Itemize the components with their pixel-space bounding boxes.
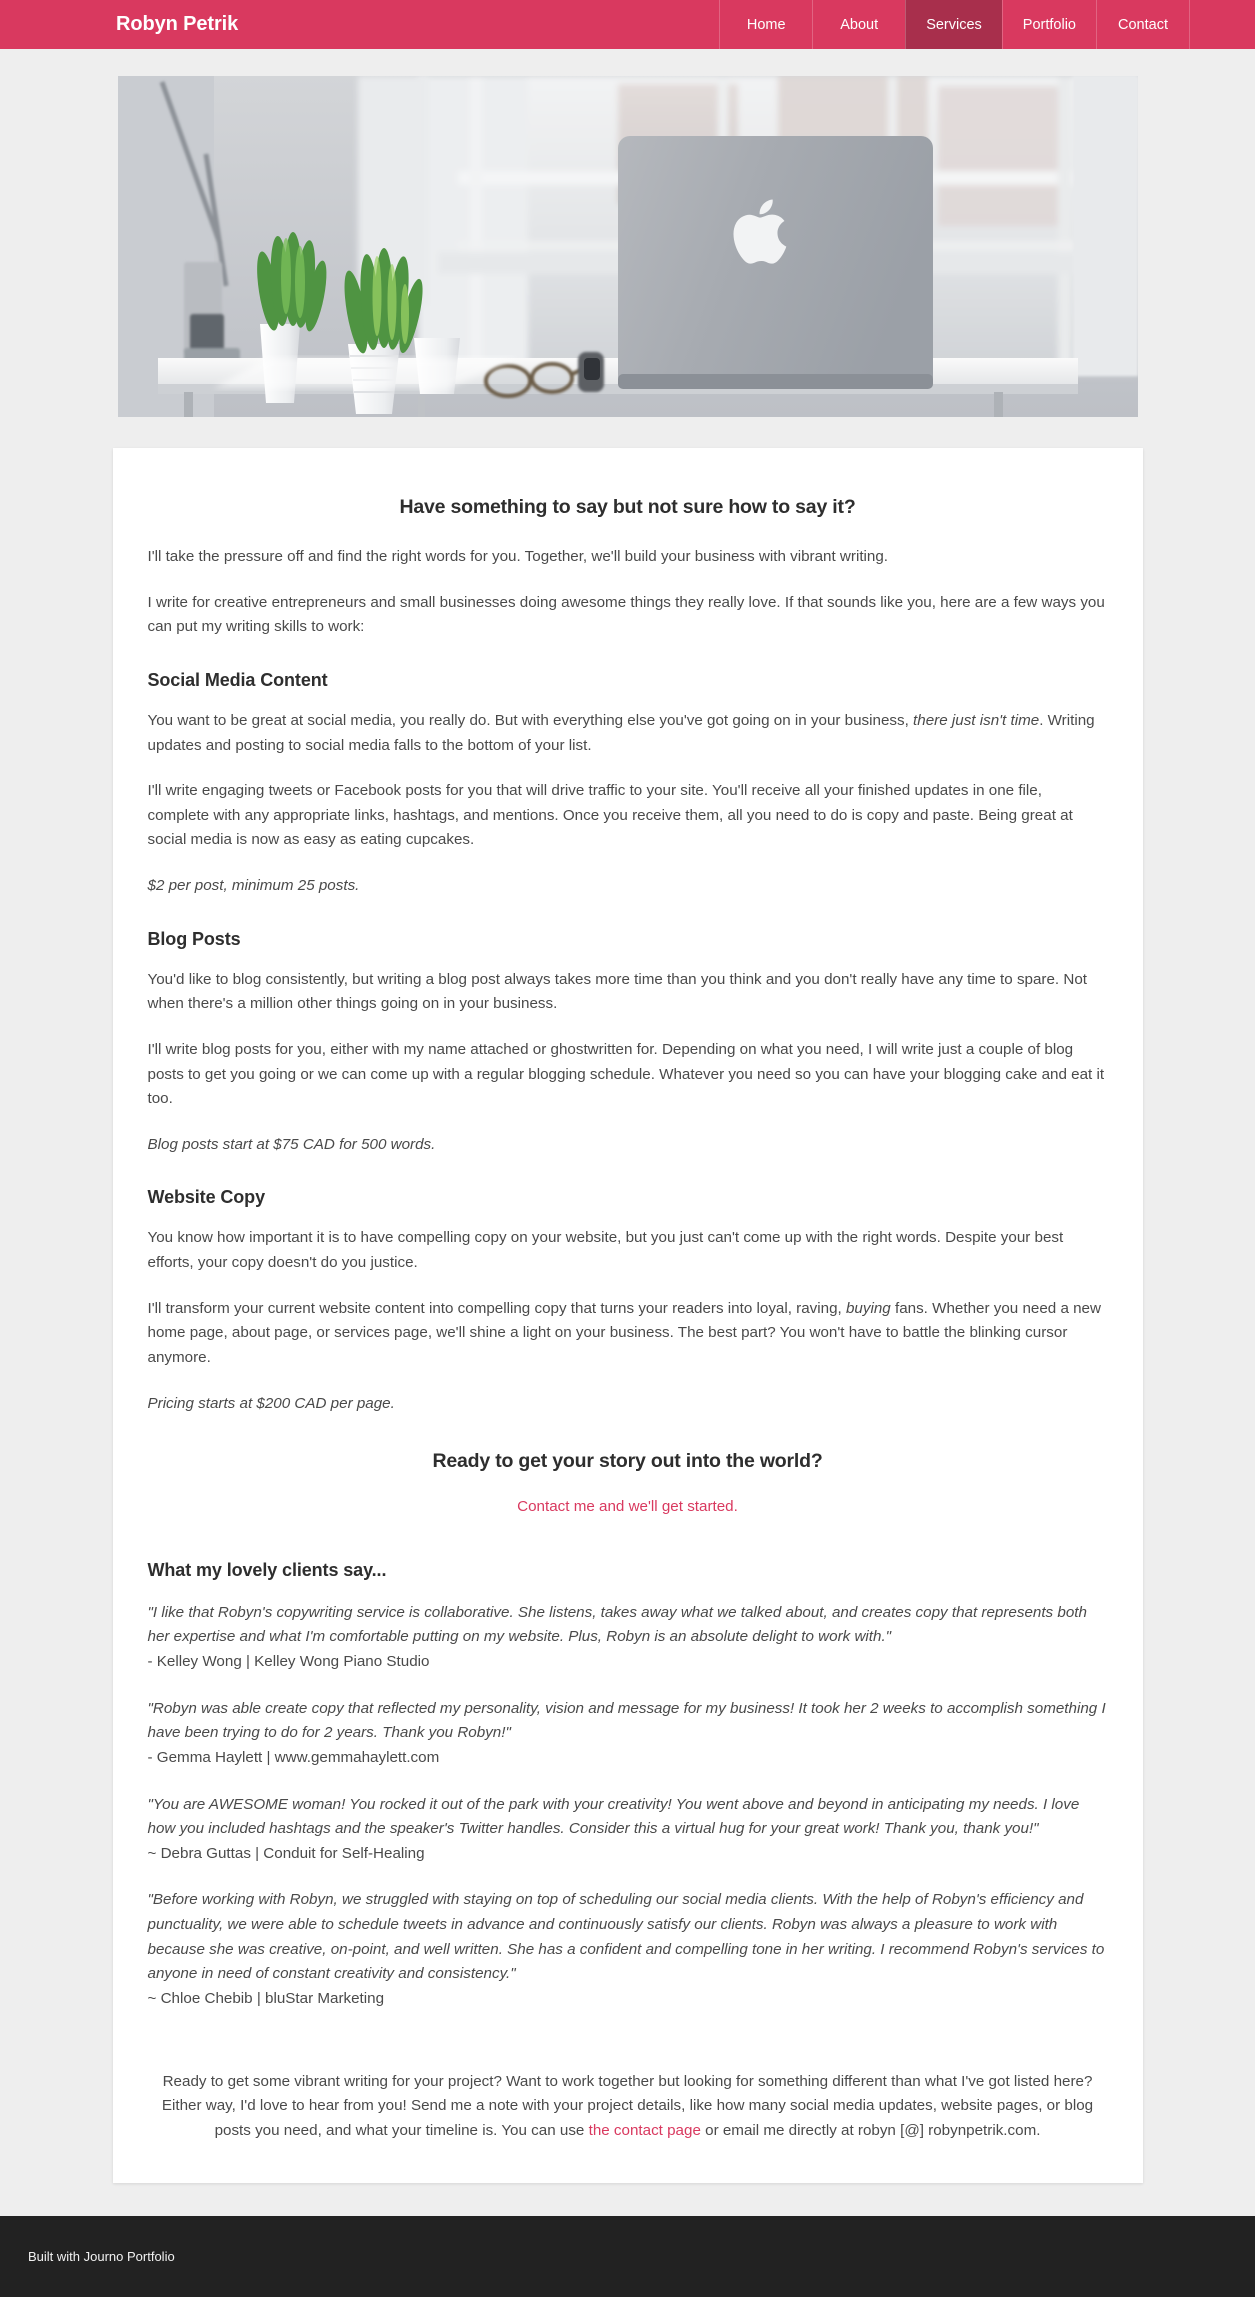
cta-paragraph	[148, 1495, 1108, 1520]
content-inner	[148, 496, 1108, 2143]
text-part-b: . Writing updates and posting to social media falls to the bottom of your list.	[147, 711, 1095, 754]
footer-credit[interactable]: Built with Journo Portfolio	[28, 2249, 175, 2265]
text-part-a: You want to be great at social media, you really do. But with everything else you've got going on in your business,	[147, 711, 914, 729]
service-social-media-paragraph-2: I'll write engaging tweets or Facebook posts for you that will drive traffic to your site. You'll receive all your finished updates in one file, complete with any appropriate links, hashtags, and mentions. Once you receive them, all you need to do is copy and paste. Being great at social media is now as easy as eating cupcakes.	[147, 782, 1073, 849]
service-blog-posts-price: Blog posts start at $75 CAD for 500 words.	[147, 1135, 436, 1153]
nav-item-services[interactable]: Services	[905, 0, 1002, 49]
nav-item-home[interactable]: Home	[719, 0, 812, 49]
testimonials-heading: What my lovely clients say...	[147, 1559, 387, 1580]
service-website-copy-price: Pricing starts at $200 CAD per page.	[147, 1394, 395, 1412]
closing-paragraph	[157, 2070, 1099, 2144]
emphasis-text: there just isn't time	[913, 711, 1040, 729]
nav-item-about[interactable]: About	[812, 0, 905, 49]
emphasis-text: buying	[845, 1299, 891, 1317]
cta-heading: Ready to get your story out into the world?	[432, 1450, 823, 1473]
intro-paragraph-1: I'll take the pressure off and find the right words for you. Together, we'll build your business with vibrant writing.	[147, 548, 889, 565]
nav-item-contact[interactable]: Contact	[1096, 0, 1189, 49]
testimonial-item	[148, 1601, 1108, 1675]
service-heading-website-copy: Website Copy	[147, 1187, 265, 1208]
service-heading-blog-posts: Blog Posts	[147, 928, 241, 949]
nav-trailing-spacer	[1189, 0, 1255, 49]
closing-text-a: Ready to get some vibrant writing for your project? Want to work together but looking for something different than what I've got listed here? Either way, I'd love to hear from you! Send me a note with your project details, like how many social media updates, website pages, or blog posts you need, and what your timeline is. You can use	[161, 2072, 1094, 2139]
testimonial-item	[148, 1888, 1108, 2011]
hero-illustration	[118, 76, 1138, 417]
page-title: Have something to say but not sure how to say it?	[399, 496, 856, 518]
intro-paragraph-2: I write for creative entrepreneurs and small businesses doing awesome things they really love. If that sounds like you, here are a few ways you can put my writing skills to work:	[147, 593, 1105, 636]
content-card	[113, 448, 1143, 2183]
brand-logo[interactable]: Robyn Petrik	[116, 13, 239, 35]
main-navigation	[719, 0, 1189, 49]
service-social-media-price: $2 per post, minimum 25 posts.	[147, 877, 360, 894]
testimonial-attribution: - Kelley Wong | Kelley Wong Piano Studio	[147, 1653, 430, 1670]
testimonial-attribution: ~ Debra Guttas | Conduit for Self-Healing	[147, 1844, 425, 1862]
testimonial-quote: "Before working with Robyn, we struggled with staying on top of scheduling our social media clients. With the help of Robyn's efficiency and punctuality, we were able to schedule tweets in advance and continuously satisfy our clients. Robyn was always a pleasure to work with because she was creative, on-point, and well written. She has a confident and compelling tone in her writing. I recommend Robyn's services to anyone in need of constant creativity and consistency."	[147, 1891, 1105, 1983]
site-header	[0, 0, 1255, 49]
closing-text-b: or email me directly at robyn [@] robynpetrik.com.	[700, 2121, 1041, 2139]
service-heading-social-media: Social Media Content	[147, 669, 328, 690]
testimonial-attribution: - Gemma Haylett | www.gemmahaylett.com	[147, 1748, 440, 1766]
contact-me-link[interactable]: Contact me and we'll get started.	[517, 1498, 738, 1516]
service-website-copy-paragraph-1: You know how important it is to have compelling copy on your website, but you just can't come up with the right words. Despite your best efforts, your copy doesn't do you justice.	[147, 1229, 1064, 1271]
hero-image	[118, 76, 1138, 417]
service-social-media-paragraph-1	[148, 709, 1108, 758]
text-part-a: I'll transform your current website content into compelling copy that turns your readers into loyal, raving,	[147, 1299, 846, 1317]
testimonial-quote: "You are AWESOME woman! You rocked it out of the park with your creativity! You went above and beyond in anticipating my needs. I love how you included hashtags and the speaker's Twitter handles. Consider this a virtual hug for your great work! Thank you, thank you!"	[147, 1795, 1080, 1838]
nav-item-portfolio[interactable]: Portfolio	[1002, 0, 1096, 49]
contact-page-link[interactable]: the contact page	[588, 2121, 701, 2139]
testimonial-quote: "I like that Robyn's copywriting service is collaborative. She listens, takes away what we talked about, and creates copy that represents both her expertise and what I'm comfortable putting on my website. Plus, Robyn is an absolute delight to work with."	[147, 1603, 1087, 1646]
header-spacer	[238, 0, 719, 49]
testimonial-attribution: ~ Chloe Chebib | bluStar Marketing	[147, 1989, 385, 2007]
service-blog-posts-paragraph-2: I'll write blog posts for you, either with my name attached or ghostwritten for. Depending on what you need, I will write just a couple of blog posts to get you going or we can come up with a regular blogging schedule. Whatever you need so you can have your blogging cake and eat it too.	[147, 1040, 1105, 1108]
testimonial-quote: "Robyn was able create copy that reflected my personality, vision and message for my business! It took her 2 weeks to accomplish something I have been trying to do for 2 years. Thank you Robyn!"	[147, 1699, 1106, 1742]
site-footer	[0, 2216, 1255, 2297]
service-blog-posts-paragraph-1: You'd like to blog consistently, but writing a blog post always takes more time than you think and you don't really have any time to spare. Not when there's a million other things going on in your business.	[147, 970, 1088, 1013]
testimonial-item	[148, 1697, 1108, 1771]
text-part-b: fans. Whether you need a new home page, about page, or services page, we'll shine a light on your business. The best part? You won't have to battle the blinking cursor anymore.	[147, 1299, 1101, 1366]
testimonial-item	[148, 1793, 1108, 1867]
service-website-copy-paragraph-2	[148, 1297, 1108, 1371]
